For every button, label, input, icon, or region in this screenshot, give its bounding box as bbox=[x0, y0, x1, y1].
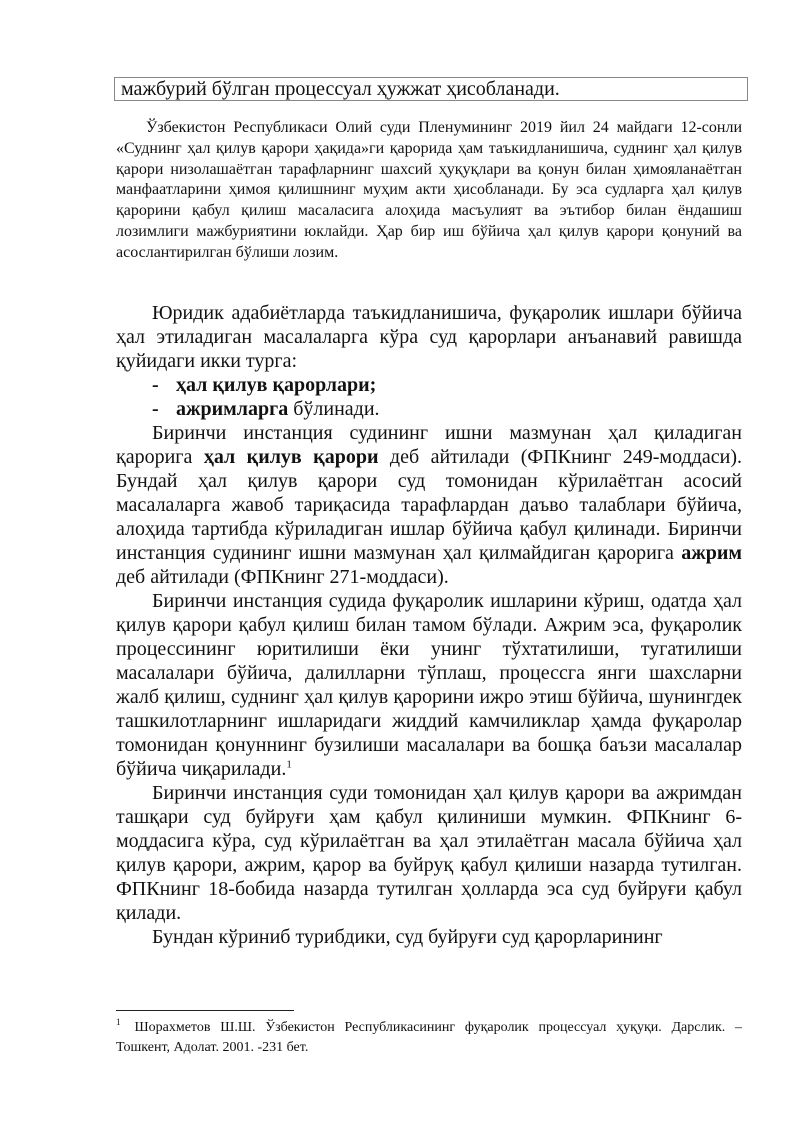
paragraph-definitions: Биринчи инстанция судининг ишни мазмунан ҳал қиладиган қарорига ҳал қилув қарори деб айтилади (ФПКнинг 249-моддаси). Бундай ҳал қилув қарори суд томонидан кўрилаётган асосий масалаларга жавоб тариқасида тарафлардан даъво талаблари бўйича, алоҳида тартибда кўриладиган ишлар бўйича қабул қилинади. Биринчи инстанция судининг ишни мазмунан ҳал қилмайдиган қарорига ажрим деб айтилади (ФПКнинг 271-моддаси). bbox=[116, 422, 742, 588]
list-dash: - bbox=[152, 374, 159, 396]
footnote bbox=[116, 1018, 742, 1058]
carried-over-line-box: мажбурий бўлган процессуал ҳужжат ҳисобланади. bbox=[114, 77, 748, 101]
footnote-mark: 1 bbox=[116, 1017, 121, 1028]
paragraph-conclusion: Бундан кўриниб турибдики, суд буйруғи суд қарорларининг bbox=[152, 926, 663, 948]
paragraph-first-instance: Биринчи инстанция судида фуқаролик ишларини кўриш, одатда ҳал қилув қарори қабул қилиш билан тамом бўлади. Ажрим эса, фуқаролик процессининг юритилиши ёки унинг тўхтатилиши, тугатилиши масалалари бўйича, далилларни тўплаш, процессга янги шахсларни жалб қилиш, суднинг ҳал қилув қарорини ижро этиш бўйича, шунингдек ташкилотларнинг ишларидаги жиддий камчиликлар ҳамда фуқаролар томонидан қонуннинг бузилиши масалалари ва бошқа баъзи масалалар бўйича чиқарилади.$^1$ bbox=[116, 590, 742, 780]
list-item-rest: бўлинади. bbox=[288, 398, 380, 420]
quote-paragraph: Ўзбекистон Республикаси Олий суди Пленумининг 2019 йил 24 майдаги 12-сонли «Суднинг ҳал қилув қарори ҳақида»ги қарорида ҳам таъкидланишича, суднинг ҳал қилув қарори низолашаётган тарафларнинг шахсий ҳуқуқлари ва қонун билан ҳимояланаётган манфаатларини ҳимоя қилишнинг муҳим акти ҳисобланади. Бу эса судларга ҳал қилув қарорини қабул қилиш масаласига алоҳида масъулият ва эътибор билан ёндашиш лозимлиги мажбуриятини юклайди. Ҳар бир иш бўйича ҳал қилув қарори қонуний ва асослантирилган бўлиши лозим. bbox=[116, 119, 742, 261]
plenum-quote-block bbox=[116, 118, 742, 264]
paragraph-court-order: Биринчи инстанция суди томонидан ҳал қилув қарори ва ажримдан ташқари суд буйруғи ҳам қабул қилиниши мумкин. ФПКнинг 6-моддасига кўра, суд кўрилаётган ва ҳал этилаётган масала бўйича ҳал қилув қарори, ажрим, қарор ва буйруқ қабул қилиши назарда тутилган. ФПКнинг 18-бобида назарда тутилган ҳолларда эса суд буйруғи қабул қилади. bbox=[116, 782, 742, 924]
footnote-separator bbox=[116, 1010, 294, 1011]
decision-types-list bbox=[116, 373, 742, 421]
footnote-text: Шорахметов Ш.Ш. Ўзбекистон Республикасининг фуқаролик процессуал ҳуқуқи. Дарслик. –Тошкент, Адолат. 2001. -231 бет. bbox=[116, 1020, 742, 1055]
list-item bbox=[116, 373, 742, 397]
term-ruling: ажрим bbox=[681, 542, 742, 564]
list-dash: - bbox=[152, 398, 159, 420]
list-item bbox=[116, 397, 742, 421]
main-text bbox=[116, 301, 742, 949]
list-item-term: ажримларга bbox=[176, 398, 289, 420]
term-resolution: ҳал қилув қарори bbox=[203, 446, 379, 468]
footnote-reference[interactable]: 1 bbox=[286, 758, 292, 771]
list-item-term: ҳал қилув қарорлари; bbox=[176, 374, 377, 396]
paragraph-intro: Юридик адабиётларда таъкидланишича, фуқаролик ишлари бўйича ҳал этиладиган масалаларга кўра суд қарорлари анъанавий равишда қуйидаги икки турга: bbox=[116, 302, 742, 372]
